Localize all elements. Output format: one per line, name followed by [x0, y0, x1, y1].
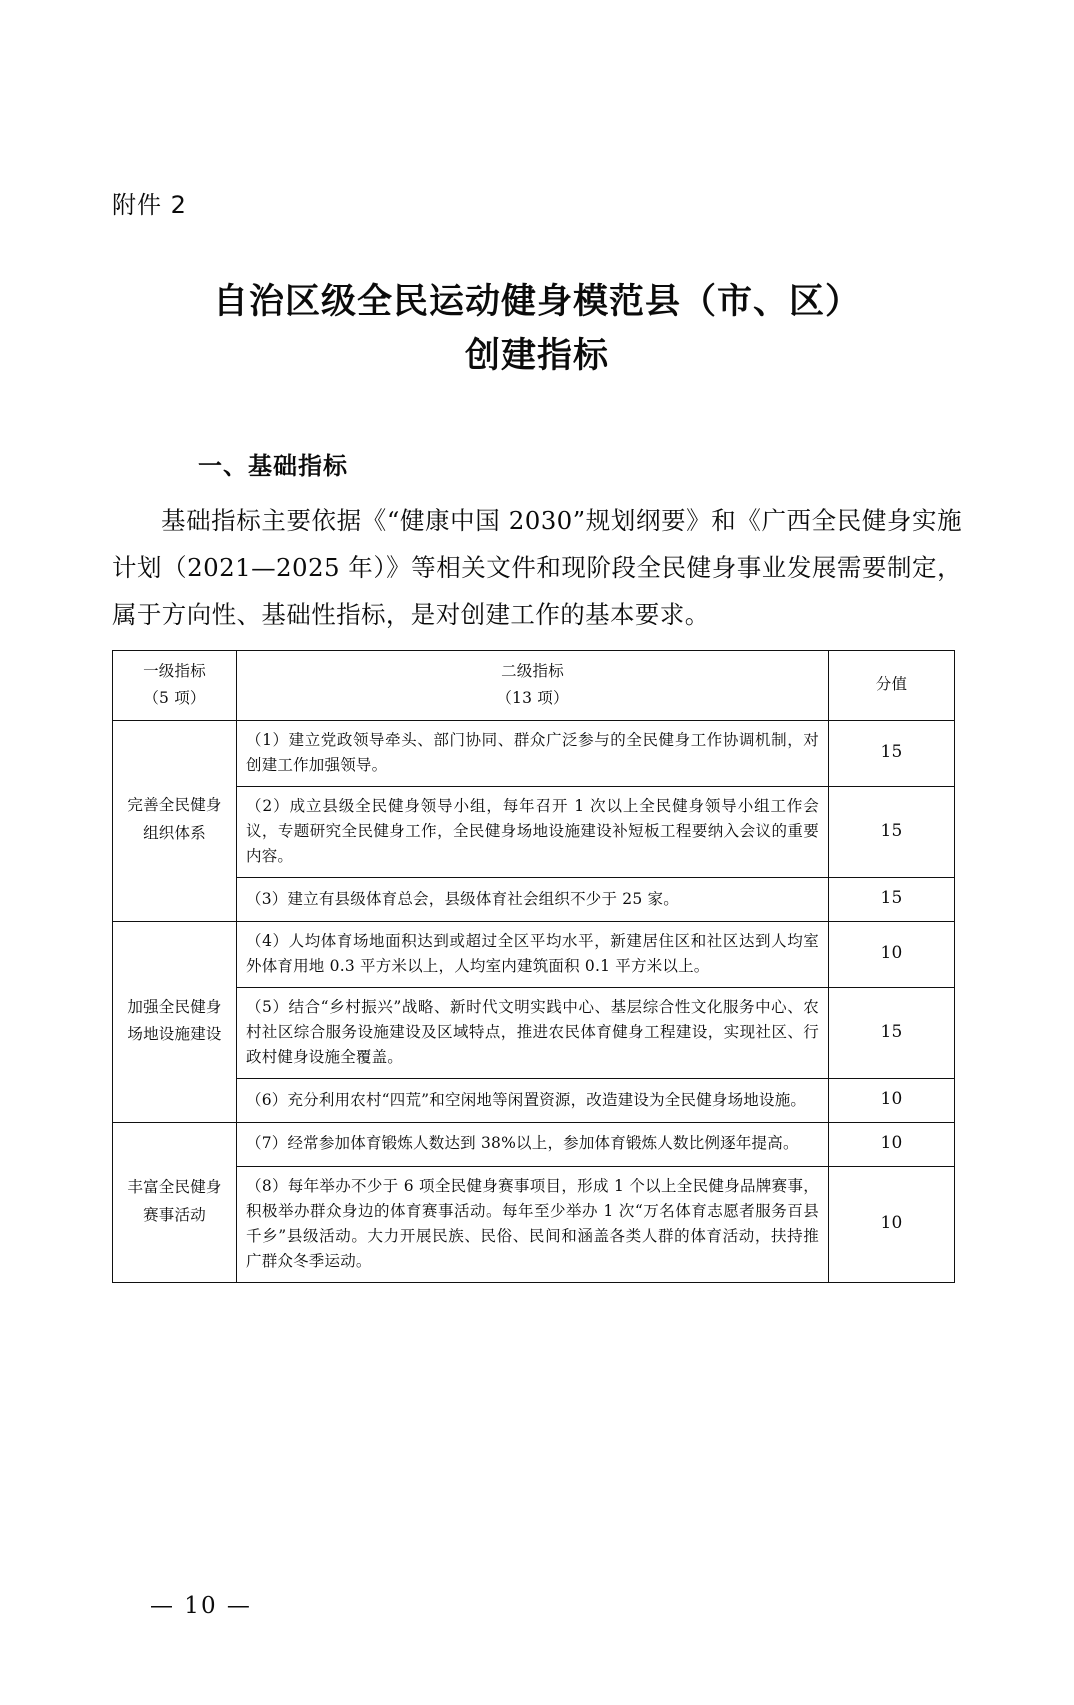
indicator-cell: （8）每年举办不少于 6 项全民健身赛事项目，形成 1 个以上全民健身品牌赛事，积极举办群众身边的体育赛事活动。每年至少举办 1 次“万名体育志愿者服务百县千乡”县级活动。大力开展民族、民俗、民间和涵盖各类人群的体育活动，扶持推广群众冬季运动。	[237, 1166, 829, 1282]
indicators-table	[112, 650, 955, 1283]
table-row	[113, 720, 955, 786]
indicator-cell: （2）成立县级全民健身领导小组，每年召开 1 次以上全民健身领导小组工作会议，专题研究全民健身工作，全民健身场地设施建设补短板工程要纳入会议的重要内容。	[237, 787, 829, 878]
table-row	[113, 1123, 955, 1167]
score-cell: 10	[829, 921, 955, 987]
table-row	[113, 787, 955, 878]
column-header-score-main: 分值	[875, 675, 908, 694]
page-number: — 10 —	[150, 1593, 252, 1619]
score-cell: 10	[829, 1123, 955, 1167]
score-cell: 10	[829, 1166, 955, 1282]
column-header-secondary-indicator-main: 二级指标	[501, 661, 564, 680]
indicator-cell: （6）充分利用农村“四荒”和空闲地等闲置资源，改造建设为全民健身场地设施。	[237, 1079, 829, 1123]
column-header-secondary-indicator	[237, 650, 829, 720]
table-row	[113, 1166, 955, 1282]
score-cell: 15	[829, 720, 955, 786]
table-row	[113, 988, 955, 1079]
table-row	[113, 878, 955, 922]
page-title-line-1: 自治区级全民运动健身模范县（市、区）	[212, 282, 861, 322]
indicator-cell: （3）建立有县级体育总会，县级体育社会组织不少于 25 家。	[237, 878, 829, 922]
indicator-cell: （5）结合“乡村振兴”战略、新时代文明实践中心、基层综合性文化服务中心、农村社区综合服务设施建设及区域特点，推进农民体育健身工程建设，实现社区、行政村健身设施全覆盖。	[237, 988, 829, 1079]
score-cell: 15	[829, 878, 955, 922]
category-cell: 丰富全民健身赛事活动	[113, 1123, 237, 1283]
category-cell: 完善全民健身组织体系	[113, 720, 237, 921]
score-cell: 15	[829, 787, 955, 878]
table-header-row	[113, 650, 955, 720]
score-cell: 15	[829, 988, 955, 1079]
indicator-cell: （7）经常参加体育锻炼人数达到 38%以上，参加体育锻炼人数比例逐年提高。	[237, 1123, 829, 1167]
attachment-label: 附件 2	[112, 191, 187, 219]
score-cell: 10	[829, 1079, 955, 1123]
page-title	[112, 275, 962, 384]
column-header-primary-indicator-main: 一级指标	[143, 661, 206, 680]
indicator-cell: （4）人均体育场地面积达到或超过全区平均水平，新建居住区和社区达到人均室外体育用地 0.3 平方米以上，人均室内建筑面积 0.1 平方米以上。	[237, 921, 829, 987]
category-cell: 加强全民健身场地设施建设	[113, 921, 237, 1122]
indicator-cell: （1）建立党政领导牵头、部门协同、群众广泛参与的全民健身工作协调机制，对创建工作加强领导。	[237, 720, 829, 786]
table-row	[113, 1079, 955, 1123]
intro-paragraph: 基础指标主要依据《“健康中国 2030”规划纲要》和《广西全民健身实施计划（2021—2025 年）》等相关文件和现阶段全民健身事业发展需要制定，属于方向性、基础性指标，是对创建工作的基本要求。	[112, 505, 962, 629]
section-heading: 一、基础指标	[198, 451, 348, 480]
column-header-primary-indicator-sub: （5 项）	[143, 688, 206, 707]
column-header-score	[829, 650, 955, 720]
page-title-line-2: 创建指标	[464, 336, 609, 377]
document-page	[0, 185, 1074, 1705]
column-header-secondary-indicator-sub: （13 项）	[496, 688, 569, 707]
table-row	[113, 921, 955, 987]
column-header-primary-indicator	[113, 650, 237, 720]
